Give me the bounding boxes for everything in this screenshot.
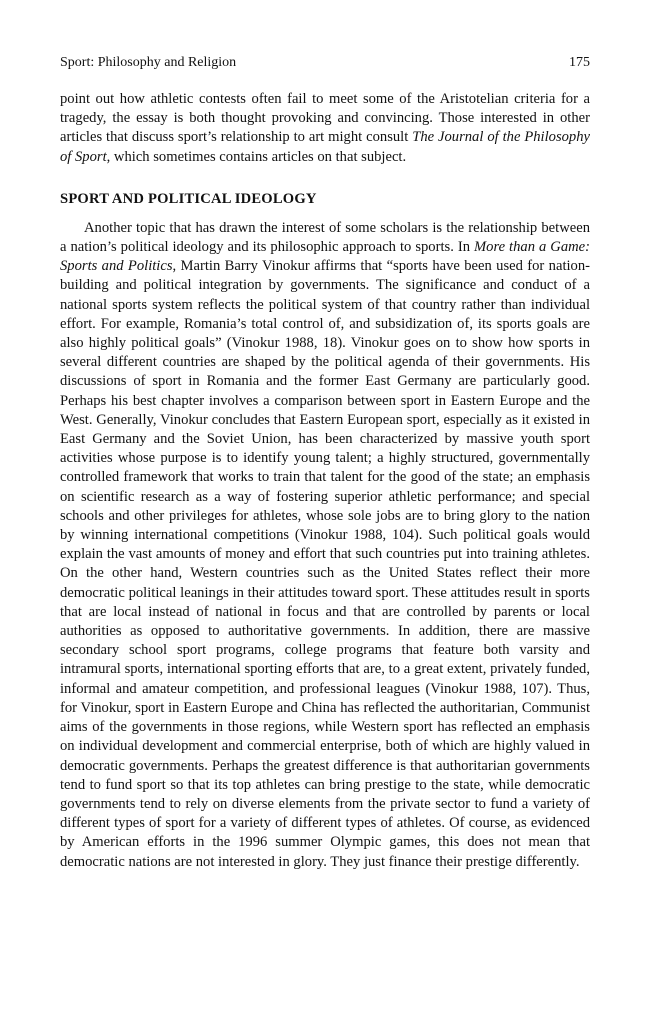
body-paragraph <box>60 219 590 872</box>
paragraph-text: , Martin Barry Vinokur affirms that “sports have been used for nation-building and political integration by governments. The significance and conduct of a national sports system reflects the political system of that country rather than individual effort. For example, Romania’s total control of, and subsidization of, its sports goals are also highly political goals” (Vinokur 1988, 18). Vinokur goes on to show how sports in several different countries are shaped by the political agenda of their governments. His discussions of sport in Romania and the former East Germany are particularly good. Perhaps his best chapter involves a comparison between sport in Eastern Europe and the West. Generally, Vinokur concludes that Eastern European sport, especially as it existed in East Germany and the Soviet Union, has been characterized by massive youth sport activities whose purpose is to identify young talent; a highly structured, governmentally controlled framework that works to train that talent for the good of the state; an emphasis on scientific research as a way of fostering superior athletic performance; and special schools and other privileges for athletes, whose sole jobs are to bring glory to the nation by winning international competitions (Vinokur 1988, 104). Such political goals would explain the vast amounts of money and effort that such countries put into training athletes. On the other hand, Western countries such as the United States reflect their more democratic political leanings in their attitudes toward sport. These attitudes result in sports that are local instead of national in focus and that are controlled by parents or local authorities as opposed to authoritative governments. In addition, there are massive secondary school sport programs, college programs that feature both varsity and intramural sports, international sporting efforts that are, to a great extent, privately funded, informal and amateur competition, and professional leagues (Vinokur 1988, 107). Thus, for Vinokur, sport in Eastern Europe and China has reflected the authoritarian, Communist aims of the governments in those regions, while Western sport has reflected an emphasis on individual development and commercial enterprise, both of which are highly valued in democratic governments. Perhaps the greatest difference is that authoritarian governments tend to fund sport so that its top athletes can bring prestige to the state, while democratic governments tend to rely on diverse elements from the private sector to fund a variety of different types of sport for a variety of different types of athletes. Of course, as evidenced by American efforts in the 1996 summer Olympic games, this does not mean that democratic nations are not interested in glory. They just finance their prestige differently. <box>60 258 591 870</box>
running-head-title: Sport: Philosophy and Religion <box>60 55 237 70</box>
running-head <box>60 54 590 72</box>
continued-paragraph <box>60 90 590 167</box>
journal-title: The Journal of the Philosophy of Sport <box>60 129 590 165</box>
book-title: More than a Game: Sports and Politics <box>60 239 590 275</box>
book-page <box>60 54 590 872</box>
page-number: 175 <box>569 55 590 70</box>
paragraph-text: Another topic that has drawn the interest of some scholars is the relationship between a nation’s political ideology and its philosophic approach to sports. In <box>60 219 590 256</box>
section-heading: SPORT AND POLITICAL IDEOLOGY <box>60 190 317 207</box>
paragraph-text: point out how athletic contests often fail to meet some of the Aristotelian criteria for a tragedy, the essay is both thought provoking and convincing. Those interested in other articles that discuss sport’s relationship to art might consult <box>60 91 590 146</box>
paragraph-text: , which sometimes contains articles on that subject. <box>106 148 407 165</box>
